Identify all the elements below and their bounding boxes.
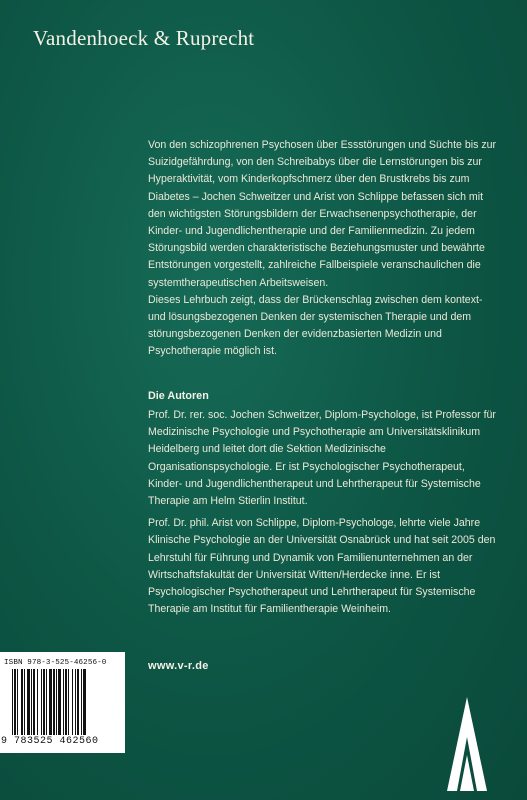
barcode-bars [12, 669, 114, 735]
publisher-name: Vandenhoeck & Ruprecht [33, 26, 255, 50]
website-link[interactable]: www.v-r.de [148, 660, 209, 672]
barcode-digits: 9 783525 462560 [1, 736, 99, 747]
authors-heading: Die Autoren [148, 390, 209, 402]
barcode-box [0, 652, 125, 753]
blurb-paragraph-2: Dieses Lehrbuch zeigt, dass der Brückenschlag zwischen dem kontext- und lösungsbezogenen Denken der systemischen Therapie und dem störungsbezogenen Denken der evidenzbasierten Medizin und Psychotherapie möglich ist. [148, 293, 483, 358]
author-bio-schlippe: Prof. Dr. phil. Arist von Schlippe, Diplom-Psychologe, lehrte viele Jahre Klinische Psychologie an der Universität Osnabrück und hat seit 2005 den Lehrstuhl für Führung und Dynamik von Familienunternehmen an der Wirtschaftsfakultät der Universität Witten/Herdecke inne. Er ist Psychologischer Psychotherapeut und Lehrtherapeut für Systemische Therapie am Institut für Familientherapie Weinheim. [148, 517, 496, 616]
authors-section [148, 407, 500, 623]
blurb-paragraph-1: Von den schizophrenen Psychosen über Essstörungen und Süchte bis zur Suizidgefährdung, von den Schreibabys über die Lernstörungen bis zur Hyperaktivität, vom Kinderkopfschmerz über den Brustkrebs bis zum Diabetes – Jochen Schweitzer und Arist von Schlippe befassen sich mit den wichtigsten Störungsbildern der Erwachsenenpsychotherapie, der Kinder- und Jugendlichentherapie und der Familienmedizin. Zu jedem Störungsbild werden charakteristische Beziehungsmuster und bewährte Entstörungen vorgestellt, zahlreiche Fallbeispiele veranschaulichen die systemtherapeutischen Arbeitsweisen. [148, 139, 497, 289]
isbn-label: ISBN 978-3-525-46256-0 [4, 659, 107, 667]
author-bio-schweitzer: Prof. Dr. rer. soc. Jochen Schweitzer, Diplom-Psychologe, ist Professor für Medizinische Psychologie und Psychotherapie am Universitätsklinikum Heidelberg und leitet dort die Sektion Medizinische Organisationspsychologie. Er ist Psychologischer Psychotherapeut, Kinder- und Jugendlichentherapeut und Lehrtherapeut für Systemische Therapie am Helm Stierlin Institut. [148, 409, 496, 508]
publisher-logo-icon [447, 697, 487, 791]
blurb [148, 137, 500, 361]
